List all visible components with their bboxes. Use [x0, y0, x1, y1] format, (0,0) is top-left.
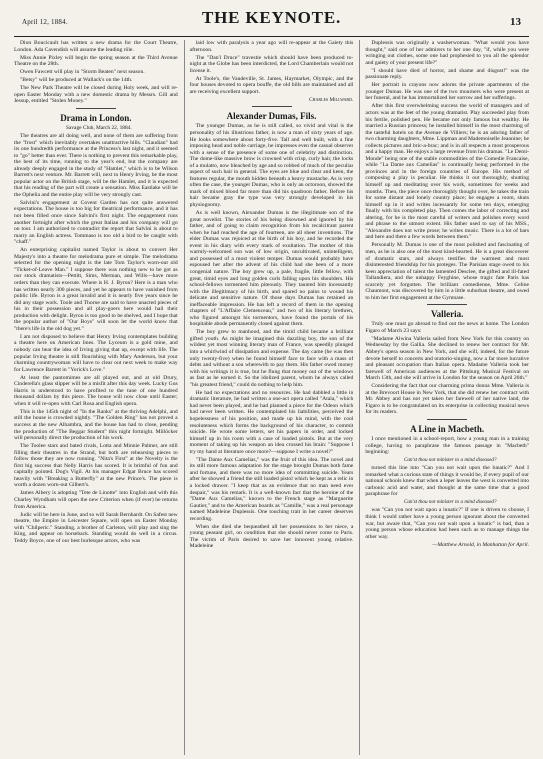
paragraph: The Toolee stars and bated rivals, Lotta and Minnie Palmer, are still filling their theatres in the Strand, but both are rehearsing pieces to follow those they are now running. "Nita's First" at the Novelty is the first big success that Nelly Harris has scored. It is brimful of fun and capitally pointed. Dog's Vigil. At his manager Edgar Bruce has scored heavily with "Breaking a Butterfly" at the new Prince's. The piece is worth a dozen worn-out Gilbert's.	[14, 443, 178, 489]
divider	[252, 106, 292, 107]
paragraph: Her portrait in crayons now adorns the private apartments of the younger Dumas. He was one of the two mourners who were present at her funeral, and he has immortalized her sorrow and her sufferings.	[365, 82, 530, 102]
paragraph: Judic will be here in June, and so will Sarah Bernhardt. On Safest new theatre, the Empire in Leicester Square, will open on Easter Monday with "Chilperic." Standing, a brother of Carleton, will play and sing the King, and appear on horseback. Standing would do well in a circus. Teddy Boyce, one of our best burlesque actors, who was	[14, 511, 178, 544]
divider	[427, 304, 467, 305]
column-3	[359, 40, 529, 755]
paragraph: As is well known, Alexander Dumas is the illegitimate son of the great novelist. The stories of his being disowned and ignored by his father, and of going to claim recognition from his recalcitrant parent when he had reached the age of fourteen, are all sheer inventions. The elder Dumas was rejoiced at the birth of his boy, and he recorded the event in his diary with every mark of exultation. The mother of this warmly-welcomed son was of low origin, uncultivated, unintelligent, and possessed of a most violent temper. Dumas would probably have espoused her after the advent of his child had she been of a more congenial nature. The boy grew up, a pale, fragile, little fellow, with great, timid eyes and long golden curls falling upon his shoulders. His school-fellows tormented him piteously. They taunted him incessantly with the illegitimacy of his birth, and spared no pains to wound his delicate and sensitive nature. Of those days Dumas has retained an ineffaceable impression. He has left a record of them in the opening chapters of "L'Affaire Clemenceau," and two of his literary brethren, who figured amongst his tormentors, have found the portals of his hospitable abode permanently closed against them.	[189, 210, 354, 328]
paragraph: "Madame Alwina Valleria sailed from New York for this country on Wednesday by the Gallia. She declined to renew her contract for Mr. Abbey's opera season in New York, and she will, indeed, for the future devote herself to concerts and oratorio-singing, now a far more lucrative and pleasant occupation than Italian opera. Madame Valleria took her farewell of American audiences at the Pittsburg Musical Festival on March 13th, and she will arrive in London for the season on April 26th."	[365, 335, 530, 382]
paragraph: The younger Dumas, as he is still called, so vivid and vital is the personality of his illustrious father, is now a man of sixty years of age. He looks somewhere about forty-five. Tall and well built, with a fine imposing head and noble carriage, he impresses even the casual observer with a sense of the presence of some one of celebrity and distinction. The dome-like massive brow is crowned with crisp, curly hair, the locks of a mulatto, now bleached by age and so robbed of much of the peculiar aspect of such hair in general. The eyes are blue and clear and keen, the features regular, the mouth hidden beneath a heavy mustache. As is very often the case, the younger Dumas, who is only an octoroon, showed the mark of mixed blood far more than did his quadroon father. Before his hair became gray the type was very strongly developed in his physiognomy.	[189, 123, 354, 208]
newspaper-title: THE KEYNOTE.	[201, 8, 342, 27]
paragraph: laid low with paralysis a year ago will re-appear at the Gaiety this afternoon.	[189, 40, 354, 53]
news-item: "Betsy" will be produced at Wallack's on the 14th.	[20, 77, 133, 84]
divider	[427, 419, 467, 420]
news-item: The New Park Theatre will be closed during Holy week, and will re-open Easter Monday with a new domestic drama by Messrs. Gill and Jessup, entitled "Stolen Money."	[14, 85, 178, 105]
paragraph: The "Dan'l Druce" travestie which should have been produced to-night at the Globe has been interdicted, the Lord Chamberlain would not license it.	[189, 54, 354, 74]
divider	[76, 108, 116, 109]
byline: Charles Millward.	[309, 96, 354, 103]
paragraph: At least the pantomimes are all played out, and at old Drury, Cinderella's glass slipper will be a misfit after this day week. Lucky Gus Harris is understood to have profited to the tune of one hundred thousand dollars by this piece. The house will now close until Easter; when it will re-open with Carl Rosa and English opera.	[14, 374, 178, 407]
paragraph: Salvini's engagement at Covent Garden has not quite answered expectations. The house is too big for theatrical performance, and it has not been filled once since Salvini's first night. The engagement runs another fortnight after which the great Italian and his company will go on tour. I am authorized to contradict the report that Salvini is about to marry an English actress. Tommaso is too old a bird to be caught with "chaff."	[14, 199, 178, 246]
paragraph: He had no expectations and no resources. He had dabbled a little in dramatic literature, he had written a one-act opera called "Atala," which had never been played, and he had planned a piece for the Odeon which had never been written. He contemplated his liabilities, perceived the hopelessness of his position, and made up his mind, with the cool resoluteness which forms the background of his character, to commit suicide. He wrote some letters, set his papers in order, and locked himself up in his room with a case of loaded pistols. But at the very moment of taking up his weapon an idea crossed his brain: "Suppose I try my hand at literature once more?—suppose I write a novel?"	[189, 389, 354, 455]
news-item: Owen Fawcett will play in "Storm Beaten" next season.	[20, 69, 145, 76]
paragraph: At Toole's, the Vaudeville, St. James, Haymarket, Olympic, and the four houses devoted to opera bouffe, the old bills are maintained and all are receiving excellent support.	[189, 75, 354, 95]
paragraph: I am not disposed to believe that Henry Irving contemplates building a theatre here on American lines. The Lyceum is a gold mine, and nobody can bear the idea of Irving giving that up, except with life. The popular Irving theatre is still flourishing with Mary Anderson, but your charming countrywoman will have to clear out next week to make way for Lawrence Barrett in "Yorick's Love."	[14, 333, 178, 373]
paragraph: I once mentioned in a school-report, how a young man in a training college, having to paraphrase the famous passage in "Macbeth" beginning:	[365, 435, 530, 456]
paragraph: turned this line into "Can you not wait upon the lunatic?" And I remarked what a curious state of things it would be, if every pupil of our national schools knew that when a leper leaves the west is converted into carbonic acid and water, and thought at the same time that a good paraphrase for	[365, 465, 530, 498]
paragraph: was "Can you not wait upon a lunatic?" If one is driven to choose, I think I would rather have a young person ignorant about the converted war, but aware that, "Can you not wait upon a lunatic" is bad, than a young person whose education had been such as to manage things the other way.	[365, 507, 530, 540]
paragraph: Personally M. Dumas is one of the most polished and fascinating of men, as he is also one of the most kind-hearted. He is a great discoverer of dramatic stars, and always testifies the warmest and most disinterested friendship for his proteges. The Parisian stage owed to his keen appreciation of talent the lamented Desclee, the gifted and ill-fated Tallandiera, and the unhappy Feyghine, whose tragic fate Paris has scarcely yet forgotten. The brilliant comedienne, Mme. Celine Chaumont, was discovered by him in a little suburban theatre, and owed to him her first engagement at the Gymnase.	[365, 242, 530, 301]
paragraph: "I should have died of horror, and shame and disgust!" was the passionate reply.	[365, 67, 530, 81]
paragraph: Truly one must go abroad to find out the news at home. The London Figaro of March 23 says:	[365, 321, 530, 334]
masthead	[14, 6, 529, 37]
paragraph: Duplessis was originally a washerwoman. "What would you have thought," said one of her admirers to her one day, "if, while you were wringing out clothes, some one had prophesied to you all the splendor and gaiety of your present life?"	[365, 40, 530, 66]
column-2	[184, 40, 354, 755]
paragraph: "The Dame Aux Camelias," was the fruit of this idea. The novel and its still more famous adaptation for the stage brought Dumas both fame and fortune, and there was no more idea of committing suicide. Years after he showed a friend the still loaded pistol which he kept as a relic in a locked drawer. "I keep that as an evidence that no man need ever despair," was his remark. It is a well-known fact that the heroine of the "Dame Aux Camelias," known to the French stage as "Marguerite Gautier," and to the American boards as "Camille," was a real personage named Madeleine Duplessis. One touching trait in her career deserves recording.	[189, 456, 354, 522]
news-item: Miss Annie Pixley will begin the spring season at the Third Avenue Theatre on the 28th.	[14, 54, 178, 68]
issue-date: April 12, 1884.	[22, 18, 68, 26]
section-title-macbeth: A Line in Macbeth.	[410, 423, 485, 434]
dateline: Savage Club, March 22, 1884.	[65, 124, 132, 131]
verse-quote: Can'st thou not minister to a mind diseased?	[403, 457, 497, 464]
article-columns	[14, 37, 529, 755]
section-title-valleria: Valleria.	[430, 309, 464, 320]
paragraph: When she died she bequeathed all her possessions to her niece, a young peasant girl, on condition that she should never come to Paris. The victim of Paris desired to save her innocent young relative. Madeleine	[189, 523, 354, 550]
paragraph: Considering the fact that our charming prima donna Mme. Valleria is at the Brevoort House in New York, that she did renew her contract with Mr. Abbey and has not yet taken her farewell of her native land, the Figaro is to be congratulated on its enterprise in collecting musical news for its readers.	[365, 383, 530, 416]
page-number: 13	[510, 16, 521, 28]
paragraph: An enterprising capitalist named Taylor is about to convert Her Majesty's into a theatre for melodrama pure et simple. The melodrama selected for the opening night is the late Tom Taylor's worn-out old "Ticket-of-Leave Man." I suppose there was nothing new to be got as our stock dramatists—Pettitt, Sims, Merman, and Wills—have more orders than they can execute. Where is H. J. Byron? Here is a man who has written nearly 300 pieces, and yet he appears to have vanished from public life. Byron is a great invalid and it is nearly five years since he did any stage work. Toole and Thorne are said to have unacted pieces of his in their possession and all play-goers here would hail their production with delight. Byron is too good to be shelved, and I hope that the popular author of "Our Boys" will soon let the world know that "there's life in the old dog yet."	[14, 247, 178, 332]
paragraph: The boy grew to manhood, and the timid child became a brilliant gifted youth. As might be imagined this dazzling boy, the son of the wildest yet most winning literary man of France, was speedily plunged into a whirlwind of dissipation and expense. The day came (he was then only twenty-five) when he found himself face to face with a mass of debts and without a sou wherewith to pay them. His father owed money with his writings it is true, but he flung that money out of the windows as fast as he earned it. So the idolized parent, whom he always called "his greatest friend," could do nothing to help him.	[189, 329, 354, 388]
news-item: Dion Boucicault has written a new drama for the Court Theatre, London. Ada Cavendish will assume the leading rôle.	[14, 40, 178, 53]
paragraph: James Albery is adopting "Tete de Linotte" into English and with this Charley Wyndham will open the new Criterion when (if ever) he returns from America.	[14, 490, 178, 510]
section-title-dumas: Alexander Dumas, Fils.	[226, 111, 317, 122]
column-1	[14, 40, 178, 755]
section-title-drama-in-london: Drama in London.	[60, 112, 132, 123]
attribution: —Matthew Arnold, in Manhattan for April.	[432, 541, 530, 548]
paragraph: The theatres are all doing well, and none of them are suffering from the "frost" which inevitably overtakes unattractive bills. "Claudian" had its one hundredth performance at the Princess's last night, and it seemed to "go" better than ever. There is nothing to prevent this remarkable play, the best of its time, running to the year's end, but the company are already deeply engaged in the study of "Hamlet," which is to be Wilson Barrett's next venture. Mr. Barrett will, next to Henry Irving, be the most popular actor on the British stage, will be the Hamlet, and it is expected that his reading of the part will create a sensation. Miss Eastlake will be the Ophelia and the entire play will be very strongly cast.	[14, 132, 178, 198]
verse-quote: Can'st thou not minister to a mind diseased?	[403, 499, 497, 506]
paragraph: This is the 145th night of "In the Ranks" at the thriving Adelphi, and still the house is crowded nightly. "The Golden Ring" has not proved a success at the new Alhambra, and the house has had to close, pending the production of "The Beggar Student" this night fortnight. Millöcker will personally direct the production of his work.	[14, 408, 178, 442]
paragraph: After this first overwhelming success the world of managers and of actors was at the feet of the young dramatist. Play succeeded play from his fertile, polished pen. He became not only famous but wealthy. He married a Russian princess; he installed himself in the most charming of the tasteful hotels on the Avenue de Villiers; he is an adoring father of two charming daughters, Mme. Lippman and Mademoiselle Jeannine; he collects pictures and bric-a-brac; and is in all respects a most prosperous and a happy man. He enjoys a large revenue from his dramas. "Le Demi-Monde" being one of the stable commodities of the Comedie Francaise, while "La Dame aux Camelias" is continually being performed in the provinces and in the foreign countries of Europe. His method of composing a play is peculiar. He thinks it out thoroughly, shutting himself up and meditating over his work, sometimes for weeks and months. Then, the piece once thoroughly thought over, he takes the train for some distant and lonely country place; he engages a room, shuts himself up in it and writes incessantly for some ten days, emerging finally with his completed play. Then comes the labor of correcting and altering, for he is the most careful of writers and polishes every word and phrase to the utmost extent. His father used to say of his MSS., "Alexandre does not write prose; he writes music. There is a lot of bars and here and there a few words between them."	[365, 103, 530, 241]
